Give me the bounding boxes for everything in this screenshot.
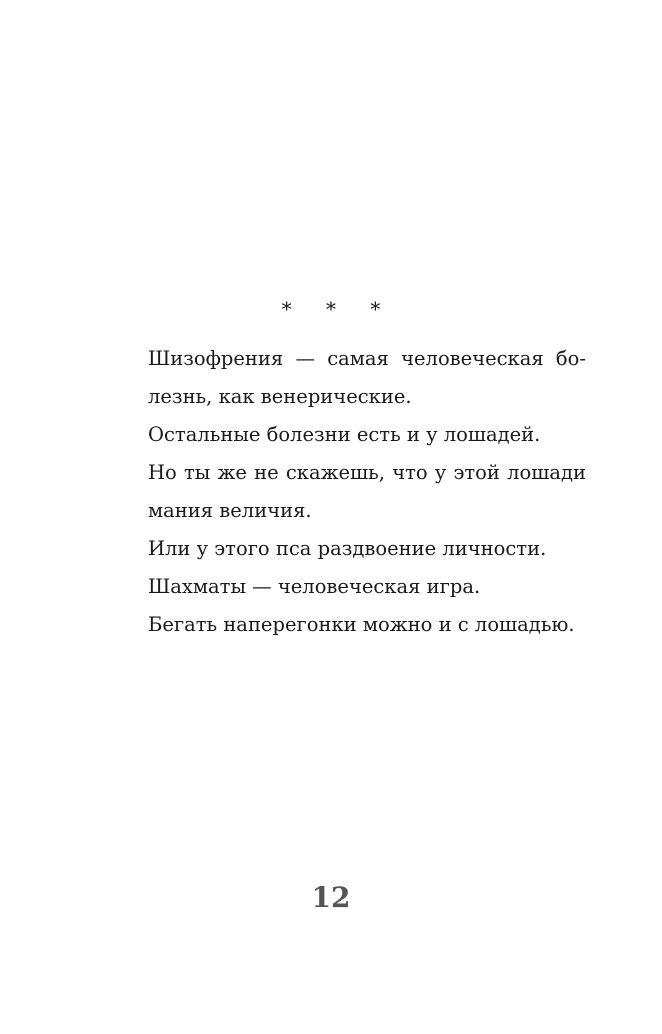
text-line-8: Бегать наперегонки можно и с лошадью. [148, 613, 575, 636]
text-line-3: Остальные болезни есть и у лошадей. [148, 423, 541, 446]
text-line-7: Шахматы — человеческая игра. [148, 575, 481, 598]
text-line-1: Шизофрения — самая человеческая бо- [148, 347, 586, 370]
page-number: 12 [311, 881, 351, 914]
text-line-6: Или у этого пса раздвоение личности. [148, 537, 547, 560]
poem-text [148, 340, 586, 644]
text-line-4: Но ты же не скажешь, что у этой лошади [148, 461, 586, 484]
text-line-5: мания величия. [148, 499, 312, 522]
text-line-2: лезнь, как венерические. [148, 385, 412, 408]
section-separator: * * * [281, 297, 395, 321]
